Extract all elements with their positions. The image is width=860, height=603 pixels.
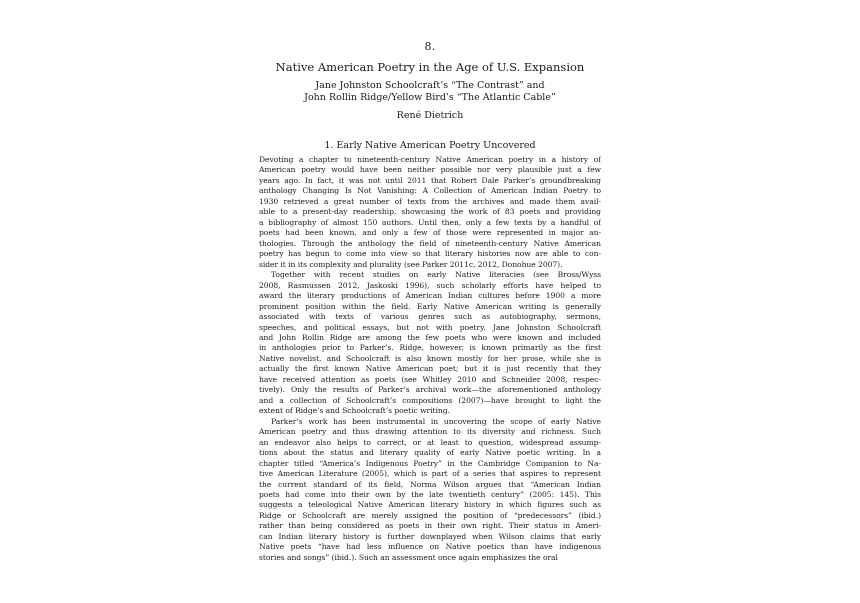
text-line: 2008, Rasmussen 2012, Jaskoski 1996), such scholarly efforts have helped to: [259, 280, 601, 290]
text-line: prominent position within the field. Early Native American writing is generally: [259, 301, 601, 311]
text-line: have received attention as poets (see Whitley 2010 and Schneider 2008, respec-: [259, 374, 601, 384]
text-line: years ago. In fact, it was not until 2011 that Robert Dale Parker’s groundbreaking: [259, 175, 601, 185]
paragraph: [259, 417, 601, 564]
text-line: an endeavor also helps to correct, or at least to question, widespread assump-: [259, 437, 601, 447]
text-line: poets had been known, and only a few of those were represented in major an-: [259, 228, 601, 238]
text-line: speeches, and political essays, but not with poetry. Jane Johnston Schoolcraft: [259, 322, 601, 332]
subtitle-line: Jane Johnston Schoolcraft’s “The Contrast” and: [315, 80, 545, 91]
text-line: extent of Ridge’s and Schoolcraft’s poetic writing.: [259, 406, 450, 416]
text-line: a bibliography of almost 150 authors. Until then, only a few texts by a handful of: [259, 217, 601, 227]
text-line: the current standard of its field, Norma Wilson argues that “American Indian: [259, 479, 601, 489]
text-line: poetry has begun to come into view so that literary histories now are able to con-: [259, 249, 601, 259]
text-line: stories and songs” (ibid.). Such an assessment once again emphasizes the oral: [259, 552, 558, 562]
subtitle-line: John Rollin Ridge/Yellow Bird’s “The Atlantic Cable”: [304, 92, 556, 103]
text-line: in anthologies prior to Parker’s. Ridge, however, is known primarily as the first: [259, 343, 601, 353]
text-line: award the literary productions of American Indian cultures before 1900 a more: [259, 291, 601, 301]
text-line: Native novelist, and Schoolcraft is also known mostly for her prose, while she is: [259, 353, 601, 363]
text-line: American poetry would have been neither possible nor very plausible just a few: [259, 165, 601, 175]
text-line: 1930 retrieved a great number of texts from the archives and made them avail-: [259, 196, 601, 206]
chapter-number: 8.: [424, 40, 436, 53]
text-line: poets had come into their own by the late twentieth century” (2005: 145). This: [259, 490, 601, 499]
text-line: Ridge or Schoolcraft are merely assigned the position of “predecessors” (ibid.): [259, 510, 601, 520]
text-line: chapter titled “America’s Indigenous Poetry” in the Cambridge Companion to Na-: [259, 458, 601, 468]
text-line: Devoting a chapter to nineteenth-century Native American poetry in a history of: [259, 155, 601, 164]
text-line: tions about the status and literary quality of early Native poetic writing. In a: [259, 448, 601, 458]
section-heading: 1. Early Native American Poetry Uncovered: [324, 140, 536, 151]
body-text: [259, 155, 601, 563]
text-line: associated with texts of various genres such as autobiography, sermons,: [259, 312, 601, 322]
chapter-title: Native American Poetry in the Age of U.S. Expansion: [275, 60, 585, 74]
text-line: American poetry and thus drawing attention to its diversity and richness. Such: [259, 427, 601, 437]
text-line: suggests a teleological Native American literary history in which figures such as: [259, 500, 601, 510]
text-line: and a collection of Schoolcraft’s compositions (2007)—have brought to light the: [259, 395, 601, 405]
author-name: René Dietrich: [396, 110, 464, 121]
text-line: actually the first known Native American poet; but it is just recently that they: [259, 364, 601, 374]
chapter-subtitle: [0, 80, 860, 104]
text-line: anthology Changing Is Not Vanishing: A Collection of American Indian Poetry to: [259, 186, 601, 196]
text-line: able to a present-day readership, showcasing the work of 83 poets and providing: [259, 207, 601, 217]
text-line: tively). Only the results of Parker’s archival work—the aforementioned anthology: [259, 385, 601, 395]
text-line: can Indian literary history is further downplayed when Wilson claims that early: [259, 531, 601, 541]
text-line: rather than being considered as poets in their own right. Their status in Ameri-: [259, 521, 601, 531]
text-line: Parker’s work has been instrumental in uncovering the scope of early Native: [271, 416, 601, 426]
text-line: thologies. Through the anthology the field of nineteenth-century Native American: [259, 238, 601, 248]
text-line: Together with recent studies on early Native literacies (see Bross/Wyss: [271, 270, 601, 280]
text-line: tive American Literature (2005), which is part of a series that aspires to represent: [259, 469, 601, 479]
text-line: Native poets “have had less influence on Native poetics than have indigenous: [259, 542, 601, 552]
paragraph: [259, 155, 601, 270]
text-line: and John Rollin Ridge are among the few poets who were known and included: [259, 332, 601, 342]
text-line: sider it in its complexity and plurality (see Parker 2011c, 2012, Donohue 2007).: [259, 259, 563, 269]
paragraph: [259, 270, 601, 417]
